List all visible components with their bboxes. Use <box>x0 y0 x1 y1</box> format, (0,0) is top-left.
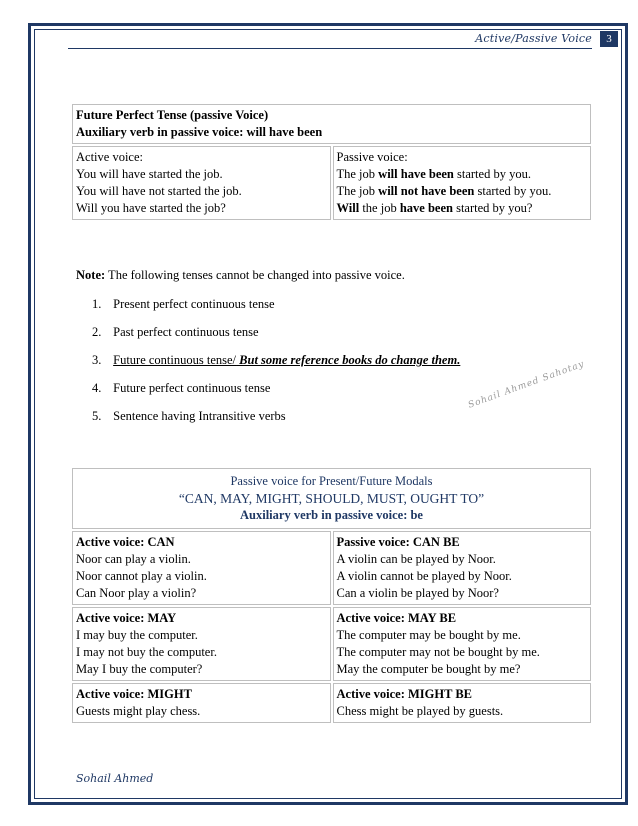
note-paragraph <box>76 268 405 283</box>
table2-title <box>72 468 591 529</box>
passive-label: Passive voice: <box>336 150 408 164</box>
list-item: 4. Future perfect continuous tense <box>92 381 271 395</box>
table2-passive-cell: Active voice: MIGHT BE Chess might be played by guests. <box>333 683 592 723</box>
table2-passive-cell: Passive voice: CAN BE A violin can be played by Noor. A violin cannot be played by Noor. Can a violin be played by Noor? <box>333 531 592 605</box>
footer-author: Sohail Ahmed <box>76 772 154 785</box>
table2-active-cell: Active voice: MAY I may buy the computer. I may not buy the computer. May I buy the computer? <box>72 607 331 681</box>
header-title: Active/Passive Voice <box>475 32 592 45</box>
table1-heading-line1: Future Perfect Tense (passive Voice) <box>76 108 269 122</box>
passive-line: The job will have been started by you. <box>336 167 531 181</box>
table2-title-line3: Auxiliary verb in passive voice: be <box>240 508 423 522</box>
table2-active-cell: Active voice: CAN Noor can play a violin. Noor cannot play a violin. Can Noor play a violin? <box>72 531 331 605</box>
table1-heading <box>72 104 591 144</box>
modals-table <box>70 466 593 725</box>
table1-active-cell <box>72 146 331 220</box>
list-item: 3. Future continuous tense/ But some reference books do change them. <box>92 353 461 367</box>
page-header <box>475 31 618 47</box>
signature-watermark: Sohail Ahmed Sahotay <box>466 359 586 411</box>
header-rule <box>68 48 592 49</box>
active-label: Active voice: <box>76 150 143 164</box>
table2-active-cell: Active voice: MIGHT Guests might play chess. <box>72 683 331 723</box>
list-item: 2. Past perfect continuous tense <box>92 325 259 339</box>
table2-passive-cell: Active voice: MAY BE The computer may be bought by me. The computer may not be bought by me. May the computer be bought by me? <box>333 607 592 681</box>
note-text: The following tenses cannot be changed into passive voice. <box>105 268 405 282</box>
list-item: 5. Sentence having Intransitive verbs <box>92 409 286 423</box>
active-line: You will have started the job. <box>76 167 223 181</box>
active-line: Will you have started the job? <box>76 201 226 215</box>
note-label: Note: <box>76 268 106 282</box>
list-item: 1. Present perfect continuous tense <box>92 297 275 311</box>
passive-line: Will the job have been started by you? <box>336 201 533 215</box>
passive-line: The job will not have been started by you. <box>336 184 552 198</box>
table1-passive-cell <box>333 146 592 220</box>
future-perfect-table <box>70 102 593 222</box>
active-line: You will have not started the job. <box>76 184 242 198</box>
page-number: 3 <box>600 31 618 47</box>
tense-list <box>92 297 460 437</box>
table2-title-line1: Passive voice for Present/Future Modals <box>230 474 433 488</box>
table1-heading-line2: Auxiliary verb in passive voice: will have been <box>76 125 323 139</box>
table2-title-line2: “CAN, MAY, MIGHT, SHOULD, MUST, OUGHT TO” <box>178 491 485 506</box>
